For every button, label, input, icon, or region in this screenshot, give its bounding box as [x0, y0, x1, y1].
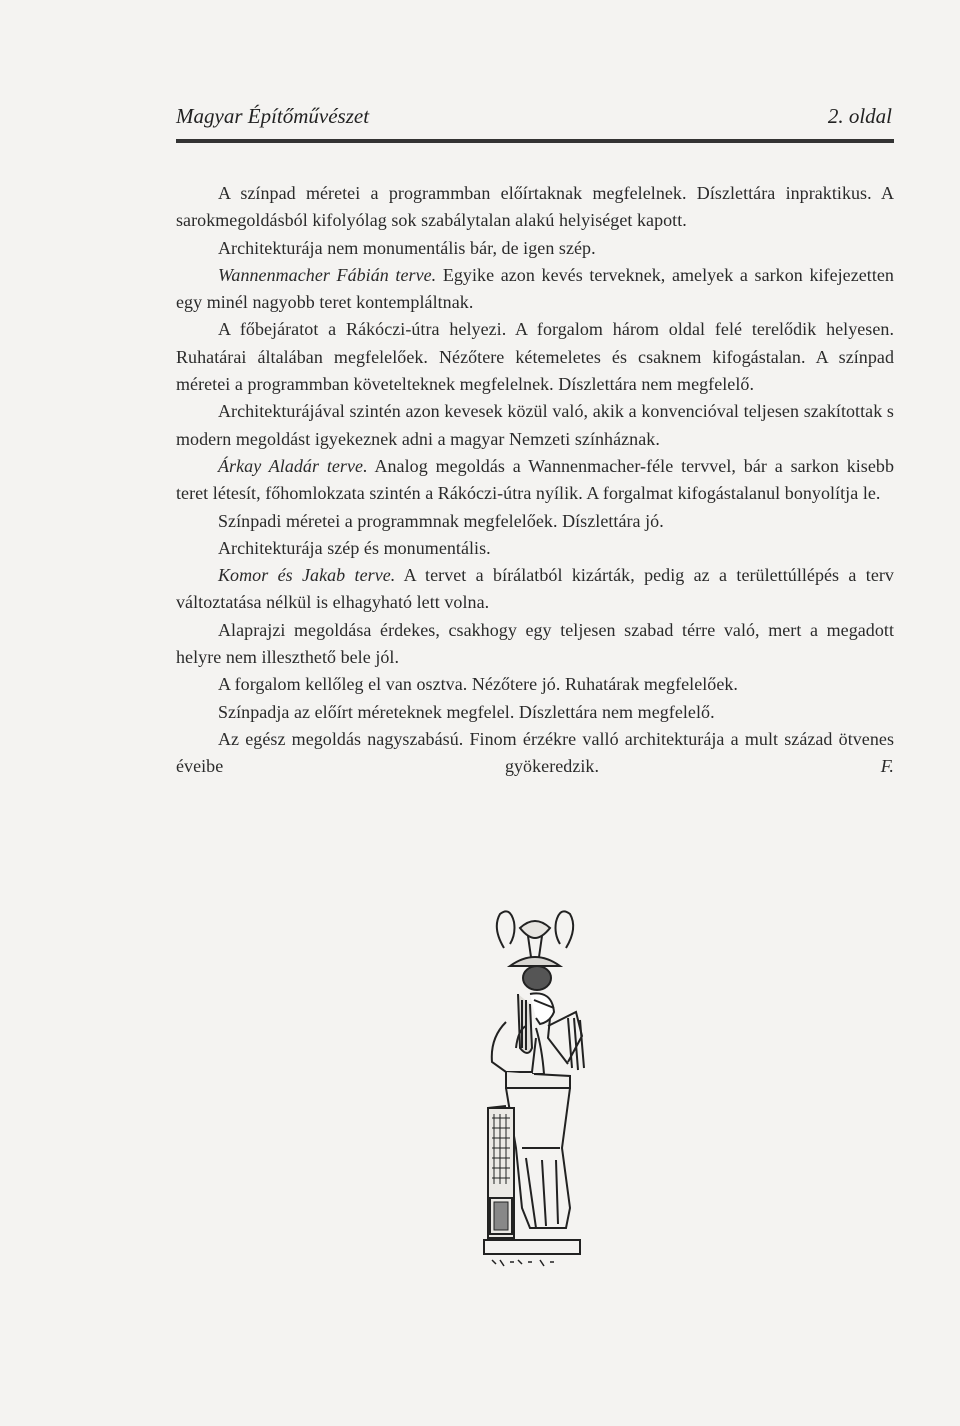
author-name: Wannenmacher Fábián terve. — [218, 264, 437, 285]
paragraph: A forgalom kellőleg el van osztva. Nézőtere jó. Ruhatárak megfelelőek. — [218, 674, 738, 695]
paragraph: Architekturája nem monumentális bár, de igen szép. — [218, 237, 596, 258]
page-number: 2. oldal — [827, 104, 892, 128]
paragraph: Színpadi méretei a programmnak megfelelőek. Díszlettára jó. — [218, 510, 664, 531]
paragraph: Színpadja az előírt méreteknek megfelel. Díszlettára nem megfelelő. — [218, 701, 715, 722]
paragraph: Alaprajzi megoldása érdekes, csakhogy egy teljesen szabad térre való, mert a megadott helyre nem illeszthető bele jól. — [176, 619, 894, 668]
paragraph — [176, 726, 894, 781]
author-name: Árkay Aladár terve. — [218, 455, 368, 476]
paragraph-text: Az egész megoldás nagyszabású. Finom érzékre valló architekturája a mult század ötvenes éveibe gyökeredzik. — [176, 728, 894, 777]
article-body — [176, 180, 894, 781]
page-header — [176, 104, 894, 136]
paragraph-text: Analog megoldás a Wannenmacher-féle tervvel, bár a sarkon kisebb teret létesít, főhomlokzata szintén a Rákóczi-útra nyílik. A forgalmat kifogástalanul bonyolítja le. — [176, 455, 894, 504]
paragraph: Architekturájával szintén azon kevesek közül való, akik a konvencióval teljesen szakítottak s modern megoldást igyekeznek adni a magyar Nemzeti színháznak. — [176, 401, 894, 449]
paragraph-text: A tervet a bírálatból kizárták, pedig az a területtúllépés a terv változtatása nélkül is elhagyható lett volna. — [176, 565, 894, 613]
paragraph — [176, 562, 894, 617]
paragraph: A színpad méretei a programmban előírtaknak megfelelnek. Díszlettára inpraktikus. A sarokmegoldásból kifolyólag sok szabálytalan alakú helyiséget kapott. — [176, 183, 894, 231]
journal-title: Magyar Építőművészet — [176, 104, 370, 128]
egyptian-figure-illustration — [470, 908, 600, 1284]
paragraph-text: Egyike azon kevés terveknek, amelyek a sarkon kifejezetten egy minél nagyobb teret kontempláltnak. — [176, 264, 894, 313]
paragraph: Architekturája szép és monumentális. — [218, 537, 491, 558]
paragraph — [176, 262, 894, 317]
author-name: Komor és Jakab terve. — [218, 565, 396, 586]
signature: F. — [880, 756, 894, 777]
paragraph — [176, 453, 894, 508]
header-rule — [176, 139, 894, 143]
paragraph: A főbejáratot a Rákóczi-útra helyezi. A forgalom három oldal felé terelődik helyesen. Ruhatárai általában megfelelőek. Nézőtere kétemeletes és csaknem kifogástalan. A színpad méretei a programmban követelteknek megfelelnek. Díszlettára nem megfelelő. — [176, 319, 894, 395]
